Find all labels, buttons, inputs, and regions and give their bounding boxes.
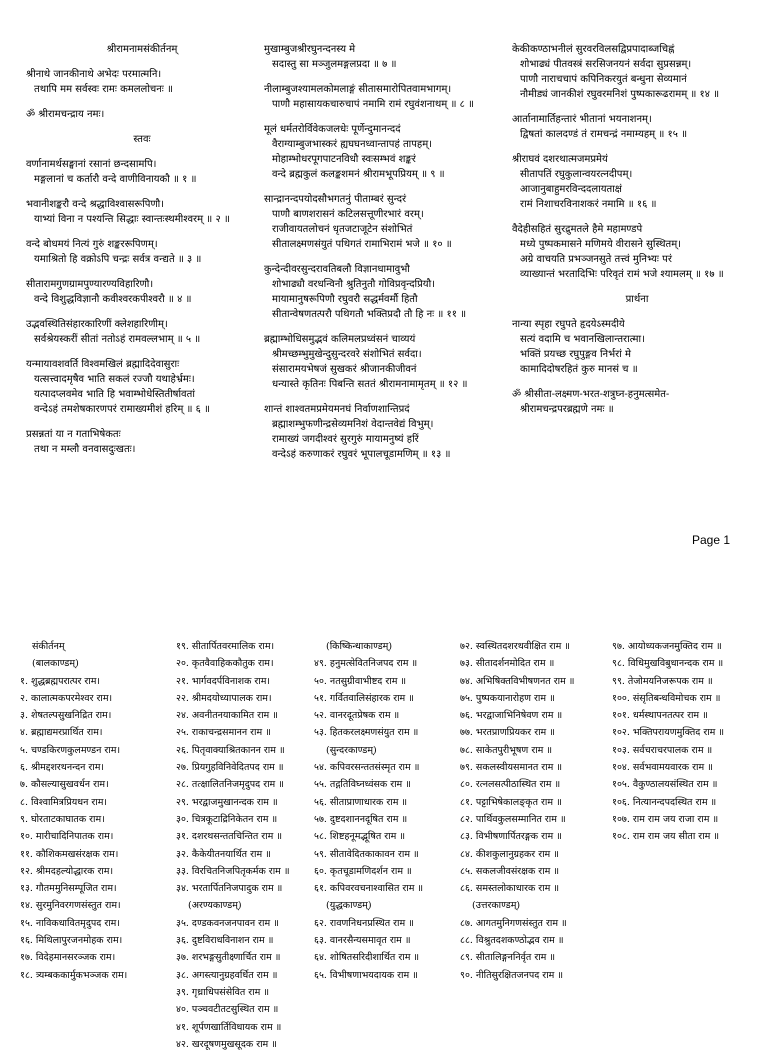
nama-line: १३. गौतममुनिसम्पूजित राम। (20, 883, 117, 895)
nama-line: १२. श्रीमदहल्योद्धारक राम। (20, 865, 114, 877)
section-heading: (युद्धकाण्डम्) (326, 900, 372, 912)
nama-line: ५९. सीतावेदितकाकावन राम ॥ (314, 848, 419, 860)
nama-line: २१. भार्गवदर्पविनाशक राम। (176, 675, 271, 687)
nama-line: ३७. शरभङ्गसुतीक्ष्णार्चित राम ॥ (176, 952, 281, 964)
nama-line: १६. मिथिलापुरजनमोहक राम। (20, 935, 123, 947)
verse-block (264, 262, 502, 322)
verse-line: श्रीरामनामसंकीर्तनम् (106, 44, 178, 55)
nama-line: ६. श्रीमद्दशरथनन्दन राम। (20, 762, 105, 774)
verse-line: धन्यास्ते कृतिनः पिबन्ति सततं श्रीरामनामामृतम् ॥ १२ ॥ (272, 379, 468, 390)
nama-line: ७८. साकेतपुरीभूषण राम ॥ (460, 744, 553, 756)
verse-line: कुन्देन्दीवरसुन्दरावतिबलौ विज्ञानधामावुभौ (264, 264, 410, 275)
verse-line: केकीकण्ठाभनीलं सुरवरविलसद्विप्रपादाब्जचिह्नं (512, 44, 675, 55)
nama-line: १७. विदेहमानसरञ्जक राम। (20, 952, 116, 964)
verse-line: ब्रह्माम्भोधिसमुद्भवं कलिमलप्रध्वंसनं चाव्ययं (264, 334, 416, 345)
verse-line: सीतारामगुणग्रामपुण्यारण्यविहारिणौ। (26, 279, 154, 290)
verse-line: वन्देऽहं तमशेषकारणपरं रामाख्यमीशं हरिम् ॥ ६ ॥ (34, 404, 211, 415)
nama-line: २०. कृतवैवाहिककौतुक राम। (176, 658, 274, 670)
nama-line: ४१. शूर्पणखार्तिविधायक राम ॥ (176, 1021, 282, 1033)
nama-line: १००. संसृतिबन्धविमोचक राम ॥ (612, 692, 721, 704)
nama-line: ८१. पट्टाभिषेकालङ्कृत राम ॥ (460, 796, 562, 808)
nama-line: ६२. रावणनिधनप्रस्थित राम ॥ (314, 917, 414, 929)
section-heading: (किष्किन्धाकाण्डम्) (326, 641, 393, 652)
verse-block (264, 402, 502, 462)
nama-line: १. शुद्धब्रह्मपरात्पर राम। (20, 675, 101, 687)
verse-line: वन्दे विशुद्धविज्ञानौ कवीश्वरकपीश्वरौ ॥ ४ ॥ (34, 294, 192, 305)
verse-block (512, 42, 762, 102)
nama-line: ३. शेषतल्पसुखनिद्रित राम। (20, 710, 112, 722)
verse-block (26, 42, 258, 57)
nama-line: ७. कौसल्यासुखवर्धन राम। (20, 779, 109, 791)
page-number: Page 1 (692, 533, 731, 547)
nama-line: २८. तत्क्षालितनिजमृदुपद राम ॥ (176, 779, 284, 791)
verse-line: वन्दे बोधमयं नित्यं गुरुं शङ्कररूपिणम्। (26, 239, 158, 250)
verse-line: नीलाम्बुजश्यामलकोमलाङ्गं सीतासमारोपितवामभागम्। (264, 84, 452, 95)
nama-line: ३५. दण्डकवनजनपावन राम ॥ (176, 917, 279, 929)
verse-line: ॐ श्रीसीता-लक्ष्मण-भरत-शत्रुघ्न-हनुमत्समेत- (512, 389, 670, 400)
nama-line: ७३. सीतादर्शनमोदित राम ॥ (460, 658, 555, 670)
nama-line: ५७. दुष्टदशाननदूषित राम ॥ (314, 813, 408, 825)
verse-line: द्विषतां कालदण्डं तं रामचन्द्रं नमाम्यहम् ॥ १५ ॥ (520, 129, 688, 140)
verse-line: नौमीड्यं जानकीशं रघुवरमनिशं पुष्पकारूढरामम् ॥ १४ ॥ (520, 89, 720, 100)
nama-line: ३९. गृध्राधिपसंसेवित राम ॥ (176, 986, 270, 998)
verse-line: ॐ श्रीरामचन्द्राय नमः। (26, 109, 105, 120)
verse-line: वन्दे ब्रह्मकुलं कलङ्कशमनं श्रीरामभूपप्रियम् ॥ ९ ॥ (272, 169, 445, 180)
nama-line: २९. भरद्वाजमुखानन्दक राम ॥ (176, 796, 278, 808)
verse-line: उद्भवस्थितिसंहारकारिणीं क्लेशहारिणीम्। (26, 319, 168, 330)
nama-line: ८०. रत्नलसत्पीठास्थित राम ॥ (460, 779, 561, 791)
nama-line: २४. अवनीतनयाकामित राम ॥ (176, 710, 278, 722)
nama-line: १०१. धर्मस्थापनतत्पर राम ॥ (612, 710, 708, 722)
nama-line: १०२. भक्तिपरायणमुक्तिद राम ॥ (612, 727, 725, 739)
section-heading: (बालकाण्डम्) (32, 658, 79, 670)
nama-line: ४०. पञ्चवटीतटसुस्थित राम ॥ (176, 1004, 279, 1016)
verse-line: पाणौ महासायकचारुचापं नमामि रामं रघुवंशनाथम् ॥ ८ ॥ (272, 99, 474, 110)
verse-line: यन्मायावशवर्ति विश्वमखिलं ब्रह्मादिदेवासुराः (26, 359, 180, 370)
nama-line: ७९. सकलस्वीयसमानत राम ॥ (460, 762, 563, 774)
nama-line: ९०. नीतिसुरक्षितजनपद राम ॥ (460, 969, 564, 981)
verse-line: तथापि मम सर्वस्वः रामः कमललोचनः ॥ (34, 84, 173, 95)
verse-line: शोभाढ्यं पीतवस्त्रं सरसिजनयनं सर्वदा सुप्रसन्नम्। (520, 59, 692, 70)
nama-line: ४२. खरदूषणमुखसूदक राम ॥ (176, 1038, 277, 1050)
verse-line: रामं निशाचरविनाशकरं नमामि ॥ १६ ॥ (520, 199, 657, 210)
verse-line: आर्तानामार्तिहन्तारं भीतानां भयनाशनम्। (512, 114, 652, 125)
nama-line: ९. घोरताटकाघातक राम। (20, 813, 105, 825)
nama-line: १०८. राम राम जय सीता राम ॥ (612, 831, 720, 843)
verse-line: सर्वश्रेयस्करीं सीतां नतोऽहं रामवल्लभाम् ॥ ५ ॥ (34, 334, 201, 345)
verse-line: यत्सत्त्वादमृषैव भाति सकलं रज्जौ यथाहेर्भ्रमः। (34, 374, 195, 385)
sankirtanam-column-2 (176, 638, 324, 1053)
verse-line: मोहाम्भोधरपूगपाटनविधौ स्वःसम्भवं शङ्करं (272, 154, 416, 165)
verse-line: यत्पादप्लवमेव भाति हि भवाम्भोधेस्तितीर्षावतां (34, 389, 195, 400)
verse-block (264, 332, 502, 392)
nama-line: १८. त्र्यम्बककार्मुकभञ्जक राम। (20, 969, 128, 981)
verse-line: यमाश्रितो हि वक्रोऽपि चन्द्रः सर्वत्र वन्द्यते ॥ ३ ॥ (34, 254, 202, 265)
verse-line: अग्रे वाचयति प्रभञ्जनसुते तत्त्वं मुनिभ्यः परं (520, 254, 672, 265)
nama-line: ४९. हनुमत्सेवितनिजपद राम ॥ (314, 658, 418, 670)
nama-line: ८. विश्वामित्रप्रियधन राम। (20, 796, 108, 808)
nama-line: ८७. आगतमुनिगणसंस्तुत राम ॥ (460, 917, 567, 929)
nama-line: ७२. स्वस्थितदशरथवीक्षित राम ॥ (460, 641, 570, 652)
nama-line: १०३. सर्वचराचरपालक राम ॥ (612, 744, 713, 756)
nama-line: ५२. वानरदूतप्रेषक राम ॥ (314, 710, 400, 722)
verse-line: वर्णानामर्थसङ्घानां रसानां छन्दसामपि। (26, 159, 157, 170)
verse-block (264, 42, 502, 72)
verse-block (26, 317, 258, 347)
nama-line: १९. सीतार्पितवरमालिक राम। (176, 641, 275, 652)
verse-block (512, 112, 762, 142)
nama-line: ६५. विभीषणाभयदायक राम ॥ (314, 969, 418, 981)
sankirtanam-column-1 (20, 638, 170, 984)
stotra-column-2 (264, 42, 502, 472)
verse-block (512, 317, 762, 377)
verse-line: वैदेहीसहितं सुरद्रुमतले हैमे महामण्डपे (512, 224, 643, 235)
nama-line: ९९. तेजोमयनिजरूपक राम ॥ (612, 675, 713, 687)
verse-line: भवानीशङ्करौ वन्दे श्रद्धाविश्वासरूपिणौ। (26, 199, 165, 210)
section-heading: (अरण्यकाण्डम्) (188, 900, 242, 912)
verse-block (26, 67, 258, 97)
verse-block (512, 222, 762, 282)
verse-line: व्याख्यान्तं भरतादिभिः परिवृतं रामं भजे श्यामलम् ॥ १७ ॥ (520, 269, 724, 280)
nama-line: ५४. कपिवरसन्ततसंस्मृत राम ॥ (314, 762, 420, 774)
verse-line: श्रीराघवं दशरथात्मजमप्रमेयं (512, 154, 608, 165)
nama-line: ७४. अभिषिक्तविभीषणनत राम ॥ (460, 675, 575, 687)
nama-line: ३३. विरचितनिजपितृकर्मक राम ॥ (176, 865, 290, 877)
verse-line: मायामानुषरूपिणौ रघुवरौ सद्धर्मवर्मौ हितौ (272, 294, 418, 305)
verse-block (512, 152, 762, 212)
verse-line: श्रीरामचन्द्रपरब्रह्मणे नमः ॥ (520, 404, 614, 415)
verse-line: वन्देऽहं करुणाकरं रघुवरं भूपालचूडामणिम् ॥ १३ ॥ (272, 449, 451, 460)
nama-line: ५८. शिष्टहनूमद्भूषित राम ॥ (314, 831, 406, 843)
nama-line: ७६. भरद्वाजाभिनिषेवण राम ॥ (460, 710, 563, 722)
verse-line: शोभाढ्यौ वरधन्विनौ श्रुतिनुतौ गोविप्रवृन्दप्रियौ। (272, 279, 435, 290)
verse-block (26, 427, 258, 457)
nama-line: ३०. चित्रकूटाद्रिनिकेतन राम ॥ (176, 813, 278, 825)
nama-line: ६१. कपिवरवचनाश्वासित राम ॥ (314, 883, 424, 895)
verse-line: रामाख्यं जगदीश्वरं सुरगुरुं मायामनुष्यं हरिं (272, 434, 419, 445)
nama-line: ५०. नतसुग्रीवाभीष्टद राम ॥ (314, 675, 407, 687)
verse-block (26, 197, 258, 227)
bottom-page (0, 630, 768, 1050)
nama-line: ४. ब्रह्माद्यमरप्रार्थित राम। (20, 727, 103, 739)
nama-line: ८८. विश्रुतदशकण्ठोद्भव राम ॥ (460, 935, 564, 947)
nama-line: २५. राकाचन्द्रसमानन राम ॥ (176, 727, 271, 739)
nama-line: ५६. सीताप्राणाधारक राम ॥ (314, 796, 408, 808)
verse-line: वैराग्याम्बुजभास्करं ह्यघघनध्वान्तापहं तापहम्। (272, 139, 433, 150)
verse-line: शान्तं शाश्वतमप्रमेयमनघं निर्वाणशान्तिप्रदं (264, 404, 410, 415)
nama-line: १०७. राम राम जय राजा राम ॥ (612, 813, 719, 825)
verse-line: भक्तिं प्रयच्छ रघुपुङ्गव निर्भरां मे (520, 349, 631, 360)
nama-line: १०५. वैकुण्ठालयसंस्थित राम ॥ (612, 779, 718, 791)
nama-line: ८५. सकलजीवसंरक्षक राम ॥ (460, 865, 560, 877)
nama-line: ५५. तद्गतिविघ्नध्वंसक राम ॥ (314, 779, 411, 791)
verse-line: प्रसन्नतां या न गताभिषेकतः (26, 429, 121, 440)
verse-line: याभ्यां विना न पश्यन्ति सिद्धाः स्वान्तःस्थमीश्वरम् ॥ २ ॥ (34, 214, 230, 225)
nama-line: २. कालात्मकपरमेश्वर राम। (20, 692, 113, 704)
nama-line: ६३. वानरसैन्यसमावृत राम ॥ (314, 935, 411, 947)
verse-block (26, 237, 258, 267)
verse-block (264, 122, 502, 182)
sankirtanam-column-5 (612, 638, 762, 846)
verse-line: मध्ये पुष्पकमासने मणिमये वीरासने सुस्थितम्। (520, 239, 682, 250)
nama-line: ११. कौशिकमखसंरक्षक राम। (20, 848, 119, 860)
nama-line: २७. प्रियगुहविनिवेदितपद राम ॥ (176, 762, 284, 774)
nama-line: २२. श्रीमदयोध्यापालक राम। (176, 692, 272, 704)
verse-line: सदास्तु सा मञ्जुलमङ्गलप्रदा ॥ ७ ॥ (272, 59, 397, 70)
verse-line: सीतापतिं रघुकुलान्वयरत्नदीपम्। (520, 169, 633, 180)
verse-block (264, 192, 502, 252)
verse-block (26, 357, 258, 417)
verse-line: पाणौ नाराचचापं कपिनिकरयुतं बन्धुना सेव्यमानं (520, 74, 687, 85)
verse-line: मुखाम्बुजश्रीरघुनन्दनस्य मे (264, 44, 356, 55)
verse-block (26, 277, 258, 307)
verse-line: सान्द्रानन्दपयोदसौभगतनुं पीताम्बरं सुन्दरं (264, 194, 407, 205)
verse-block (264, 82, 502, 112)
verse-line: स्तवः (133, 134, 151, 145)
section-heading: (सुन्दरकाण्डम्) (326, 744, 377, 756)
nama-line: ८९. सीतालिङ्गननिर्वृत राम ॥ (460, 952, 556, 964)
verse-line: तथा न मम्लौ वनवासदुःखतः। (34, 444, 136, 455)
verse-line: सीतान्वेषणतत्परौ पथिगतौ भक्तिप्रदौ तौ हि नः ॥ ११ ॥ (272, 309, 467, 320)
nama-line: १०. मारीचादिनिपातक राम। (20, 831, 114, 843)
nama-line: ७७. भरतप्राणप्रियकर राम ॥ (460, 727, 555, 739)
verse-line: पाणौ बाणशरासनं कटिलसत्तूणीरभारं वरम्। (272, 209, 424, 220)
verse-line: संसारामयभेषजं सुखकरं श्रीजानकीजीवनं (272, 364, 417, 375)
verse-block (512, 387, 762, 417)
nama-line: ८३. विभीषणार्पितरङ्गक राम ॥ (460, 831, 562, 843)
nama-line: २६. पितृवाक्याश्रितकानन राम ॥ (176, 744, 285, 756)
verse-line: नान्या स्पृहा रघुपते हृदयेऽस्मदीये (512, 319, 625, 330)
nama-line: १०४. सर्वभवामयवारक राम ॥ (612, 762, 713, 774)
verse-line: ब्रह्माशम्भुफणीन्द्रसेव्यमनिशं वेदान्तवेद्यं विभुम्। (272, 419, 434, 430)
nama-line: १५. नाविकधावितमृदुपद राम। (20, 917, 120, 929)
nama-line: ९८. विधिमुखविबुधानन्दक राम ॥ (612, 658, 724, 670)
verse-line: राजीवायतलोचनं धृतजटाजूटेन संशोभितं (272, 224, 413, 235)
nama-line: १४. सुरमुनिवरगणसंस्तुत राम। (20, 900, 121, 912)
nama-line: ३२. कैकेयीतनयार्थित राम ॥ (176, 848, 271, 860)
nama-line: ३४. भरतार्पितनिजपादुक राम ॥ (176, 883, 283, 895)
nama-line: ९७. आयोध्यकजनमुक्तिद राम ॥ (612, 641, 722, 652)
section-heading: संकीर्तनम् (32, 641, 65, 652)
verse-block (26, 157, 258, 187)
nama-line: ८४. कीशकुलानुग्रहकर राम ॥ (460, 848, 559, 860)
verse-block (512, 292, 762, 307)
verse-line: मूलं धर्मतरोर्विवेकजलधेः पूर्णेन्दुमानन्ददं (264, 124, 401, 135)
sankirtanam-column-3 (314, 638, 456, 984)
verse-line: मङ्गलानां च कर्तारौ वन्दे वाणीविनायकौ ॥ १ ॥ (34, 174, 197, 185)
section-heading: (उत्तरकाण्डम्) (472, 900, 521, 912)
verse-line: श्रीनाथे जानकीनाथे अभेदः परमात्मनि। (26, 69, 162, 80)
nama-line: १०६. नित्यानन्दपदस्थित राम ॥ (612, 796, 717, 808)
nama-line: ३६. दुष्टविराधविनाशन राम ॥ (176, 935, 274, 947)
verse-block (26, 132, 258, 147)
verse-line: सीतालक्ष्मणसंयुतं पथिगतं रामाभिरामं भजे ॥ १० ॥ (272, 239, 452, 250)
nama-line: ७५. पुष्पकयानारोहण राम ॥ (460, 692, 555, 704)
nama-line: ३८. अगस्त्यानुग्रहवर्धित राम ॥ (176, 969, 278, 981)
verse-line: श्रीमच्छम्भुमुखेन्दुसुन्दरवरे संशोभितं सर्वदा। (272, 349, 422, 360)
verse-block (26, 107, 258, 122)
nama-line: ८६. समस्तलोकाधारक राम ॥ (460, 883, 560, 895)
sankirtanam-column-4 (460, 638, 608, 984)
nama-line: ५३. हितकरलक्ष्मणसंयुत राम ॥ (314, 727, 419, 739)
stotra-column-3 (512, 42, 762, 427)
nama-line: ३१. दशरथसन्ततचिन्तित राम ॥ (176, 831, 283, 843)
verse-line: सत्यं वदामि च भवानखिलान्तरात्मा। (520, 334, 645, 345)
nama-line: ५१. गर्वितवालिसंहारक राम ॥ (314, 692, 414, 704)
verse-line: प्रार्थना (625, 294, 649, 305)
nama-line: ५. चण्डकिरणकुलमण्डन राम। (20, 744, 121, 756)
stotra-column-1 (26, 42, 258, 467)
nama-line: ६०. कृतचूडामणिदर्शन राम ॥ (314, 865, 412, 877)
nama-line: ८२. पार्थिवकुलसम्मानित राम ॥ (460, 813, 566, 825)
nama-line: ६४. शोषितसरिदीशार्थित राम ॥ (314, 952, 420, 964)
verse-line: कामादिदोषरहितं कुरु मानसं च ॥ (520, 364, 638, 375)
verse-line: आजानुबाहुमरविन्ददलायताक्षं (520, 184, 622, 195)
